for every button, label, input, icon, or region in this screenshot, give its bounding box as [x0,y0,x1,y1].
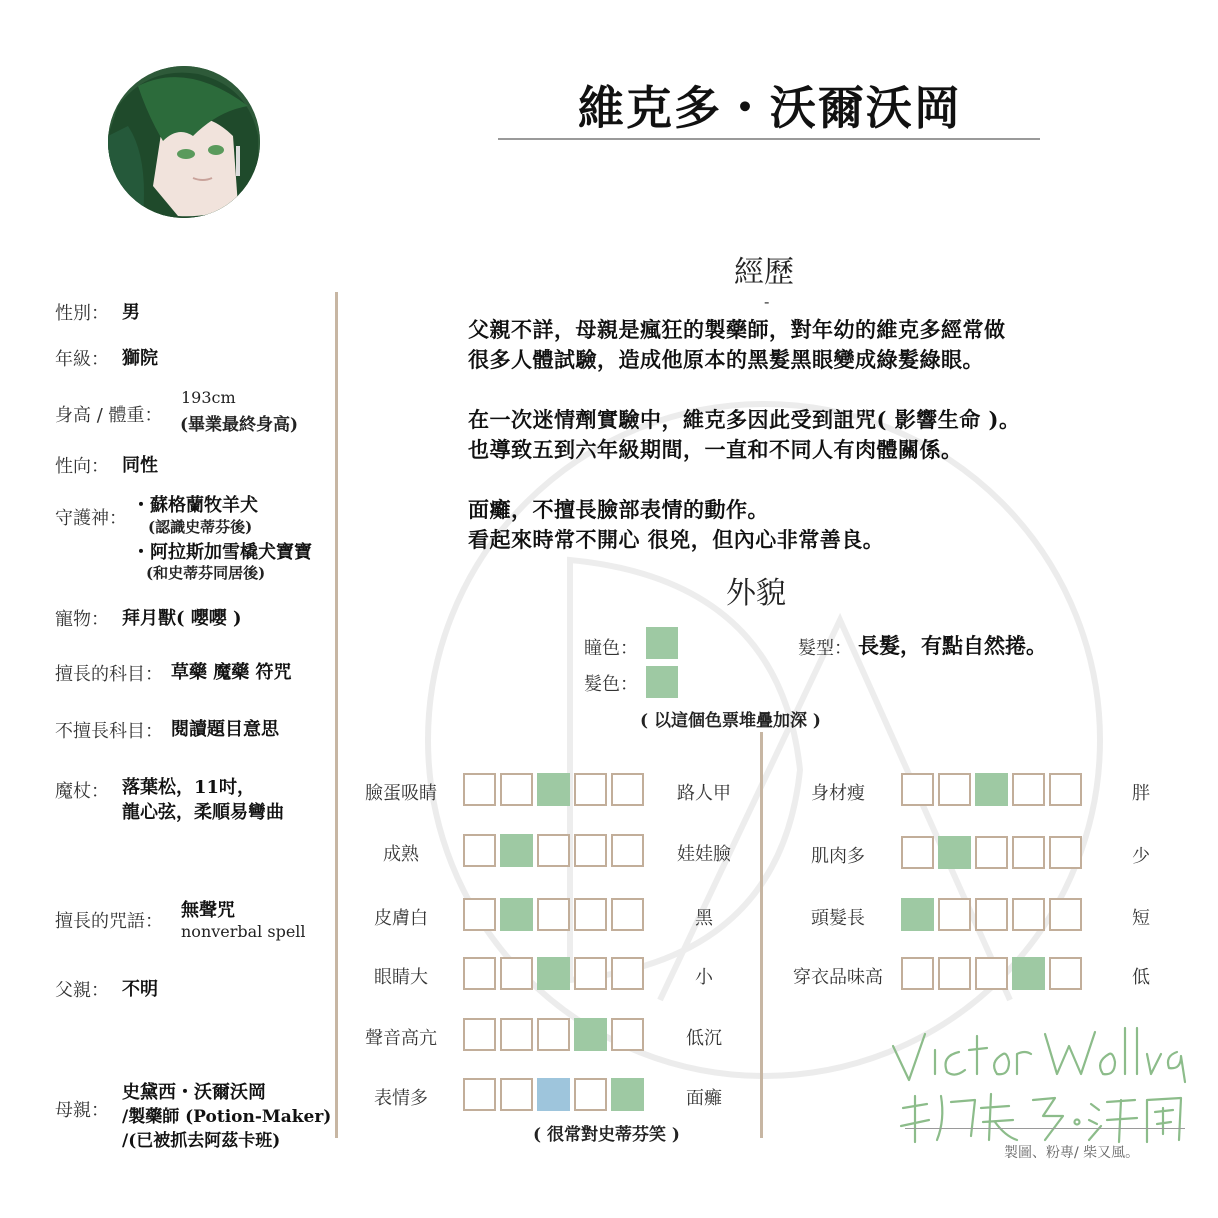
hair-color-label: 髮色： [584,674,638,695]
scale-box [1049,836,1082,869]
scale-box [938,836,971,869]
trait-right-label: 面癱 [686,1088,722,1109]
orientation-label: 性向： [55,456,109,477]
trait-right-label: 路人甲 [677,783,731,804]
good-subjects-value: 草藥 魔藥 符咒 [171,662,292,683]
trait-scale [901,957,1082,990]
scale-box [611,1018,644,1051]
eye-color-label: 瞳色： [584,638,638,659]
title-divider [498,138,1040,140]
scale-box [537,773,570,806]
trait-right-label: 娃娃臉 [677,844,731,865]
wand-line-1: 落葉松，11吋， [122,777,256,798]
height-value: 193cm [181,388,236,407]
height-label: 身高 / 體重： [55,405,163,426]
hairstyle-value: 長髮，有點自然捲。 [858,633,1047,658]
trait-left-label: 身材瘦 [811,783,865,804]
father-value: 不明 [122,979,158,1000]
scale-box [1012,773,1045,806]
orientation-value: 同性 [122,455,158,476]
history-line: 在一次迷情劑實驗中，維克多因此受到詛咒( 影響生命 )。 [468,407,1021,432]
history-line: 也導致五到六年級期間，一直和不同人有肉體關係。 [468,437,963,462]
scale-box [611,1078,644,1111]
scale-box [537,834,570,867]
gender-value: 男 [122,302,140,323]
father-label: 父親： [55,980,109,1001]
credit-text: 製圖、粉專/ 柴又風。 [1004,1145,1140,1161]
traits-divider [760,732,763,1138]
spell-note: nonverbal spell [181,922,306,941]
scale-box [574,834,607,867]
trait-left-label: 穿衣品味高 [793,967,883,988]
trait-left-label: 頭髮長 [811,908,865,929]
trait-right-label: 小 [695,967,713,988]
scale-box [938,898,971,931]
pet-label: 寵物： [55,609,109,630]
hair-color-swatch [646,666,678,698]
scale-box [500,898,533,931]
height-note: (畢業最終身高) [180,415,299,435]
patronus-label: 守護神： [55,508,127,529]
avatar [108,66,260,218]
mother-line-3: /(已被抓去阿茲卡班) [122,1131,281,1151]
history-line: 父親不詳，母親是瘋狂的製藥師，對年幼的維克多經常做 [468,317,1006,342]
scale-box [1012,957,1045,990]
trait-left-label: 皮膚白 [374,908,428,929]
eye-color-swatch [646,627,678,659]
signature-rule [905,1128,1185,1129]
trait-right-label: 低沉 [686,1028,722,1049]
scale-box [975,898,1008,931]
scale-box [537,898,570,931]
history-line: 面癱，不擅長臉部表情的動作。 [468,497,769,522]
history-heading: 經歷 [734,255,794,290]
scale-box [901,836,934,869]
scale-box [938,773,971,806]
scale-box [611,834,644,867]
scale-box [574,1078,607,1111]
scale-box [938,957,971,990]
scale-box [500,834,533,867]
page-title: 維克多・沃爾沃岡 [578,81,962,135]
scale-box [1012,898,1045,931]
appearance-heading: 外貌 [726,576,786,611]
scale-box [975,957,1008,990]
trait-right-label: 黑 [695,908,713,929]
gender-label: 性別： [55,303,109,324]
scale-box [463,1018,496,1051]
scale-box [463,1078,496,1111]
trait-left-label: 聲音高亢 [365,1028,437,1049]
scale-box [500,1018,533,1051]
scale-box [611,773,644,806]
history-line: 很多人體試驗，造成他原本的黑髮黑眼變成綠髮綠眼。 [468,347,984,372]
trait-scale [463,834,644,867]
trait-scale [901,773,1082,806]
grade-value: 獅院 [122,348,158,369]
spell-label: 擅長的咒語： [55,911,163,932]
trait-right-label: 低 [1132,967,1150,988]
scale-box [574,773,607,806]
scale-box [1049,957,1082,990]
mother-label: 母親： [55,1100,109,1121]
wand-line-2: 龍心弦，柔順易彎曲 [122,802,284,823]
history-dash: - [764,292,770,311]
good-subjects-label: 擅長的科目： [55,664,163,685]
trait-left-label: 臉蛋吸睛 [365,783,437,804]
mother-line-1: 史黛西・沃爾沃岡 [122,1082,266,1103]
scale-box [1012,836,1045,869]
bad-subjects-label: 不擅長科目： [55,721,163,742]
scale-box [901,773,934,806]
trait-left-label: 眼睛大 [374,967,428,988]
scale-box [463,773,496,806]
color-note: ( 以這個色票堆疊加深 ) [640,711,821,731]
sidebar-divider [335,292,338,1138]
trait-right-label: 少 [1132,846,1150,867]
scale-box [975,836,1008,869]
trait-left-label: 肌肉多 [811,846,865,867]
patronus-1: ・蘇格蘭牧羊犬 [132,495,258,516]
scale-box [901,957,934,990]
patronus-1-note: (認識史蒂芬後) [148,518,253,536]
trait-left-label: 表情多 [374,1088,428,1109]
scale-box [463,898,496,931]
trait-scale [463,957,644,990]
scale-box [574,898,607,931]
trait-scale [463,1078,644,1111]
scale-box [901,898,934,931]
scale-box [500,1078,533,1111]
scale-box [463,957,496,990]
spell-value: 無聲咒 [181,900,235,921]
scale-box [574,957,607,990]
traits-left-note: ( 很常對史蒂芬笑 ) [533,1125,680,1145]
scale-box [1049,773,1082,806]
mother-line-2: /製藥師 (Potion-Maker) [122,1107,332,1127]
patronus-2: ・阿拉斯加雪橇犬寶寶 [132,542,312,563]
trait-scale [463,1018,644,1051]
signature-graphic [885,1012,1195,1152]
history-line: 看起來時常不開心 很兇，但內心非常善良。 [468,527,885,552]
trait-scale [463,898,644,931]
trait-right-label: 胖 [1132,783,1150,804]
grade-label: 年級： [55,349,109,370]
scale-box [574,1018,607,1051]
patronus-2-note: (和史蒂芬同居後) [146,564,266,582]
trait-right-label: 短 [1132,908,1150,929]
scale-box [537,1078,570,1111]
scale-box [500,773,533,806]
scale-box [463,834,496,867]
scale-box [537,957,570,990]
trait-scale [463,773,644,806]
trait-left-label: 成熟 [383,844,419,865]
trait-scale [901,898,1082,931]
scale-box [611,898,644,931]
hairstyle-label: 髮型： [798,638,852,659]
wand-label: 魔杖： [55,781,109,802]
scale-box [611,957,644,990]
trait-scale [901,836,1082,869]
scale-box [500,957,533,990]
scale-box [1049,898,1082,931]
bad-subjects-value: 閱讀題目意思 [171,719,279,740]
pet-value: 拜月獸( 嚶嚶 ) [122,608,242,629]
scale-box [537,1018,570,1051]
scale-box [975,773,1008,806]
